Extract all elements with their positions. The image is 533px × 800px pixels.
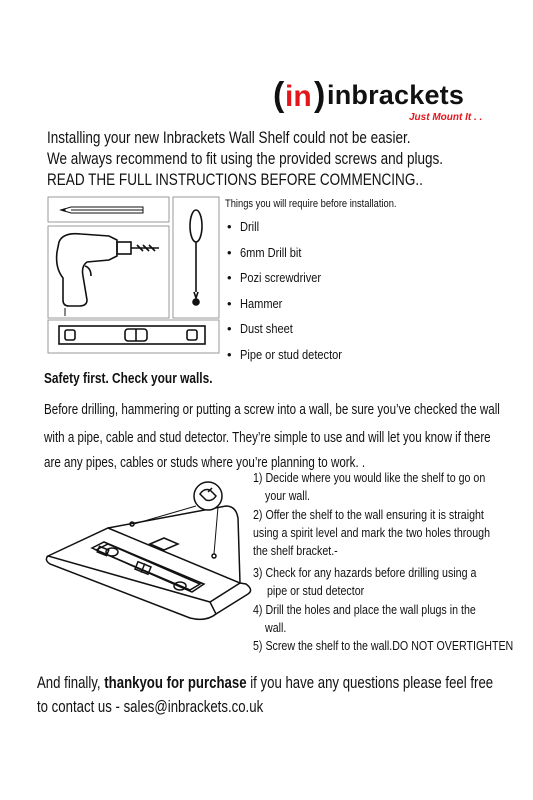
- spirit-level-icon: [59, 326, 205, 344]
- closing-bold: thankyou for purchase: [104, 674, 247, 692]
- shelf-mounting-illustration: [40, 478, 255, 628]
- drill-icon: [57, 234, 159, 316]
- closing-pre: And finally,: [37, 674, 105, 692]
- step-2-line-1: 2) Offer the shelf to the wall ensuring it is straight: [253, 507, 484, 522]
- list-item: • Drill: [227, 214, 360, 240]
- list-item: • Pipe or stud detector: [227, 342, 360, 368]
- screwdriver-icon: [190, 210, 202, 305]
- closing-post: if you have any questions please feel free: [246, 674, 494, 692]
- step-2-line-2: using a spirit level and mark the two holes through: [253, 525, 491, 540]
- tools-list: [227, 214, 360, 367]
- safety-line-2: with a pipe, cable and stud detector. They’re simple to use and will let you know if there: [44, 430, 491, 446]
- step-1-line-1: 1) Decide where you would like the shelf to go on: [253, 470, 486, 485]
- step-5: 5) Screw the shelf to the wall.DO NOT OVERTIGHTEN: [253, 638, 514, 653]
- contact-line: to contact us - sales@inbrackets.co.uk: [37, 698, 264, 716]
- safety-line-1: Before drilling, hammering or putting a screw into a wall, be sure you’ve checked the wall: [44, 402, 500, 418]
- step-4-line-1: 4) Drill the holes and place the wall plugs in the: [253, 602, 476, 617]
- list-item: • Dust sheet: [227, 316, 360, 342]
- tools-illustration: [47, 196, 221, 356]
- pencil-icon: [61, 207, 143, 213]
- logo-close-paren: ): [314, 76, 326, 114]
- intro-text: [47, 128, 517, 191]
- intro-line-3: READ THE FULL INSTRUCTIONS BEFORE COMMENCING..: [47, 171, 423, 189]
- step-2-line-3: the shelf bracket.-: [253, 543, 338, 558]
- step-3-line-2: pipe or stud detector: [267, 583, 365, 598]
- intro-line-1: Installing your new Inbrackets Wall Shelf could not be easier.: [47, 129, 411, 147]
- intro-line-2: We always recommend to fit using the provided screws and plugs.: [47, 150, 444, 168]
- closing-line-1: [37, 674, 493, 693]
- drill-frame: [48, 226, 169, 318]
- logo-brand-name: inbrackets: [327, 80, 465, 110]
- list-item: • Pozi screwdriver: [227, 265, 360, 291]
- step-1-line-2: your wall.: [265, 488, 311, 503]
- logo-tagline: Just Mount It . .: [409, 112, 483, 123]
- logo-in-text: in: [285, 80, 312, 113]
- safety-line-3: are any pipes, cables or studs where you’re planning to work. .: [44, 455, 366, 471]
- step-4-line-2: wall.: [265, 620, 287, 635]
- list-item: • 6mm Drill bit: [227, 240, 360, 266]
- safety-heading: Safety first. Check your walls.: [44, 371, 213, 387]
- list-item: • Hammer: [227, 291, 360, 317]
- logo-open-paren: (: [273, 76, 285, 114]
- brand-logo: [273, 78, 503, 128]
- step-3-line-1: 3) Check for any hazards before drilling using a: [253, 565, 477, 580]
- tools-list-title: Things you will require before installation.: [225, 198, 397, 210]
